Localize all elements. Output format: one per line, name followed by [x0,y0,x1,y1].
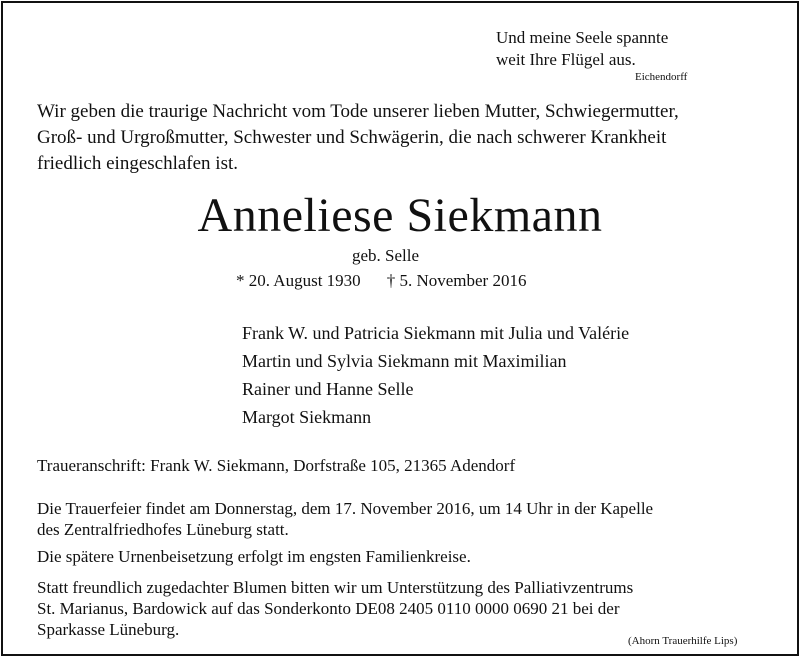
life-dates [236,271,526,291]
donation-line: St. Marianus, Bardowick auf das Sonderkonto DE08 2405 0110 0000 0690 21 bei der [37,599,620,618]
mourner-entry: Frank W. und Patricia Siekmann mit Julia und Valérie [242,323,630,343]
burial-info: Die spätere Urnenbeisetzung erfolgt im engsten Familienkreise. [37,547,471,566]
mourning-address: Traueranschrift: Frank W. Siekmann, Dorfstraße 105, 21365 Adendorf [37,456,516,475]
mourner-entry: Martin und Sylvia Siekmann mit Maximilian [242,351,567,371]
maiden-name: geb. Selle [352,246,420,265]
deceased-name: Anneliese Siekmann [197,189,603,242]
donation-line: Statt freundlich zugedachter Blumen bitten wir um Unterstützung des Palliativzentrums [37,578,634,597]
death-date: † 5. November 2016 [386,271,527,290]
announcement-line: friedlich eingeschlafen ist. [37,153,239,174]
epigraph-quote [496,27,668,71]
birth-date: * 20. August 1930 [236,271,361,290]
quote-author: Eichendorff [635,71,688,83]
funeral-home-credit: (Ahorn Trauerhilfe Lips) [628,635,738,647]
service-line: des Zentralfriedhofes Lüneburg statt. [37,520,289,539]
mourner-entry: Margot Siekmann [242,407,372,427]
mourner-entry: Rainer und Hanne Selle [242,379,414,399]
service-line: Die Trauerfeier findet am Donnerstag, dem 17. November 2016, um 14 Uhr in der Kapelle [37,499,654,518]
quote-line: Und meine Seele spannte [496,28,669,47]
quote-line: weit Ihre Flügel aus. [496,50,636,69]
obituary-notice [1,1,799,656]
announcement-line: Groß- und Urgroßmutter, Schwester und Schwägerin, die nach schwerer Krankheit [37,127,667,148]
mourners-list [242,319,629,431]
funeral-service-info [37,498,653,540]
announcement-text [37,99,679,177]
donation-request [37,577,633,640]
donation-line: Sparkasse Lüneburg. [37,620,180,639]
announcement-line: Wir geben die traurige Nachricht vom Tode unserer lieben Mutter, Schwiegermutter, [37,101,679,122]
